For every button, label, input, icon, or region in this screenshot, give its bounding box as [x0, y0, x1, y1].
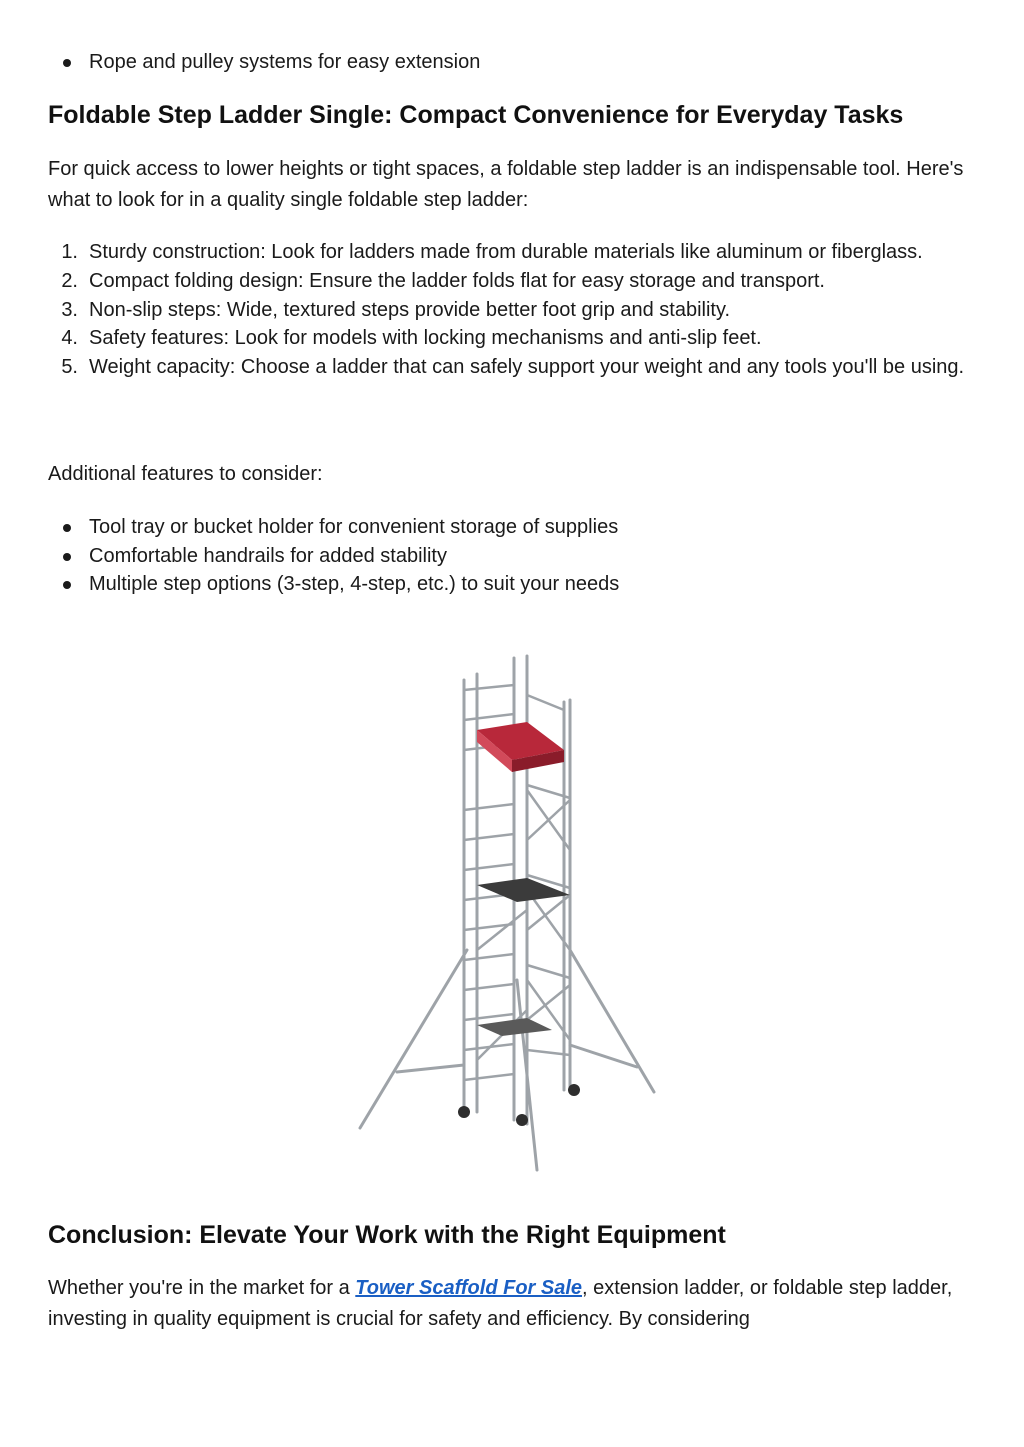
- bullet-dot-icon: [63, 553, 71, 561]
- list-item: Tool tray or bucket holder for convenient storage of supplies: [48, 513, 984, 542]
- additional-features-label: Additional features to consider:: [48, 463, 323, 485]
- conclusion-heading: Conclusion: Elevate Your Work with the Right Equipment: [48, 1221, 726, 1249]
- bullet-dot-icon: [63, 59, 71, 67]
- caster-wheel-icon: [458, 1106, 470, 1118]
- list-item: 5. Weight capacity: Choose a ladder that can safely support your weight and any tools you'll be using.: [61, 356, 965, 379]
- outrigger-right: [570, 950, 654, 1092]
- conclusion-paragraph: Whether you're in the market for a Tower Scaffold For Sale, extension ladder, or foldable step ladder, investing in quality equipment is crucial for safety and efficiency. By considering: [48, 1277, 953, 1330]
- list-item: 4. Safety features: Look for models with locking mechanisms and anti-slip feet.: [61, 327, 762, 350]
- scaffold-tower-image: [352, 650, 662, 1180]
- bullet-dot-icon: [63, 524, 71, 532]
- additional-bullet-list: [48, 513, 984, 599]
- list-item: 3. Non-slip steps: Wide, textured steps provide better foot grip and stability.: [61, 298, 731, 321]
- section-heading-foldable: Foldable Step Ladder Single: Compact Convenience for Everyday Tasks: [48, 101, 904, 129]
- lower-platform: [477, 1018, 552, 1036]
- caster-wheel-icon: [568, 1084, 580, 1096]
- list-item: Rope and pulley systems for easy extension: [48, 48, 984, 77]
- list-item: Multiple step options (3-step, 4-step, etc.) to suit your needs: [48, 570, 984, 599]
- features-numbered-list: [48, 238, 984, 382]
- mid-platform: [477, 878, 570, 902]
- top-bullet-list: [48, 48, 984, 77]
- bullet-dot-icon: [63, 581, 71, 589]
- list-item: 1. Sturdy construction: Look for ladders made from durable materials like aluminum or fiberglass.: [61, 241, 923, 263]
- outrigger-left: [360, 950, 467, 1128]
- tower-scaffold-link[interactable]: Tower Scaffold For Sale: [355, 1277, 583, 1299]
- list-item: 2. Compact folding design: Ensure the ladder folds flat for easy storage and transport.: [61, 269, 825, 292]
- caster-wheel-icon: [516, 1114, 528, 1126]
- section-intro: For quick access to lower heights or tight spaces, a foldable step ladder is an indispensable tool. Here's what to look for in a quality single foldable step ladder:: [48, 158, 964, 211]
- list-item: Comfortable handrails for added stability: [48, 542, 984, 571]
